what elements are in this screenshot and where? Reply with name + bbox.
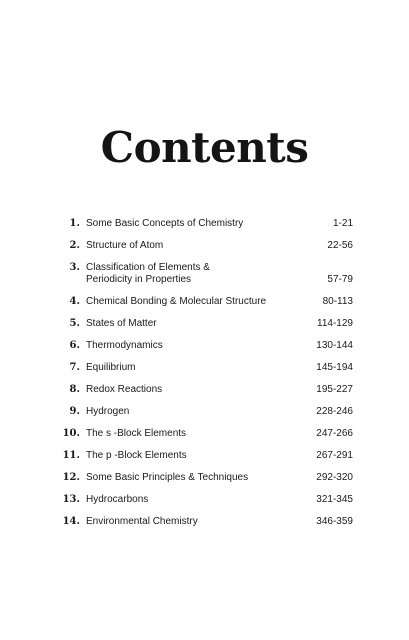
toc-entry-pages: 130-144 — [316, 340, 353, 351]
toc-entry-title: The p -Block Elements — [86, 450, 187, 461]
page-title: Contents — [100, 123, 309, 172]
toc-entry-pages: 228-246 — [316, 406, 353, 417]
toc-entry-title: Classification of Elements & Periodicity in Properties — [86, 262, 210, 285]
toc-entry-title: Chemical Bonding & Molecular Structure — [86, 296, 267, 307]
toc-entry-number: 3. — [69, 262, 80, 273]
toc-entry-pages: 195-227 — [316, 384, 353, 395]
toc-entry-title: Hydrocarbons — [86, 494, 149, 505]
toc-entry[interactable] — [55, 450, 353, 462]
toc-entry-pages: 321-345 — [316, 494, 353, 505]
toc-entry-title: Structure of Atom — [86, 240, 164, 251]
toc-entry-number: 14. — [62, 516, 80, 527]
toc-entry-pages: 1-21 — [332, 218, 353, 229]
toc-entry-title: Equilibrium — [86, 362, 136, 373]
toc-entry-pages: 346-359 — [316, 516, 353, 527]
toc-entry[interactable] — [55, 318, 353, 330]
toc-entry-number: 7. — [69, 362, 80, 373]
toc-entry-title: Some Basic Principles & Techniques — [86, 472, 249, 483]
toc-entry-pages: 114-129 — [317, 318, 353, 329]
toc-entry[interactable] — [55, 296, 353, 308]
toc-entry-title: Thermodynamics — [86, 340, 163, 351]
toc-entry-title: The s -Block Elements — [86, 428, 187, 439]
toc-entry-title: Some Basic Concepts of Chemistry — [86, 218, 244, 229]
toc-entry[interactable] — [55, 362, 353, 374]
toc-entry[interactable] — [55, 516, 353, 528]
toc-entry[interactable] — [55, 262, 353, 286]
toc-entry-number: 9. — [69, 406, 80, 417]
toc-entry[interactable] — [55, 218, 353, 230]
toc-entry-title: Environmental Chemistry — [86, 516, 198, 527]
toc-entry-number: 6. — [69, 340, 80, 351]
toc-entry-pages: 267-291 — [316, 450, 353, 461]
toc-entry[interactable] — [55, 428, 353, 440]
toc-entry-number: 4. — [69, 296, 80, 307]
toc-entry-number: 5. — [69, 318, 80, 329]
table-of-contents — [55, 218, 353, 528]
toc-entry-number: 13. — [62, 494, 80, 505]
toc-entry-pages: 292-320 — [316, 472, 353, 483]
toc-entry-pages: 80-113 — [322, 296, 353, 307]
toc-entry-title: Redox Reactions — [86, 384, 163, 395]
toc-entry-number: 2. — [69, 240, 80, 251]
toc-entry[interactable] — [55, 406, 353, 418]
toc-entry[interactable] — [55, 494, 353, 506]
toc-entry-title: Hydrogen — [86, 406, 130, 417]
toc-entry[interactable] — [55, 472, 353, 484]
toc-entry-pages: 22-56 — [327, 240, 353, 251]
toc-entry[interactable] — [55, 340, 353, 352]
toc-entry-number: 8. — [69, 384, 80, 395]
toc-entry[interactable] — [55, 240, 353, 252]
toc-entry-pages: 145-194 — [316, 362, 353, 373]
toc-entry-number: 10. — [62, 428, 80, 439]
toc-entry[interactable] — [55, 384, 353, 396]
toc-entry-number: 11. — [62, 450, 80, 461]
toc-entry-title: States of Matter — [86, 318, 157, 329]
toc-entry-number: 1. — [69, 218, 80, 229]
toc-entry-pages: 247-266 — [316, 428, 353, 439]
toc-entry-pages: 57-79 — [327, 274, 353, 285]
toc-entry-number: 12. — [62, 472, 80, 483]
